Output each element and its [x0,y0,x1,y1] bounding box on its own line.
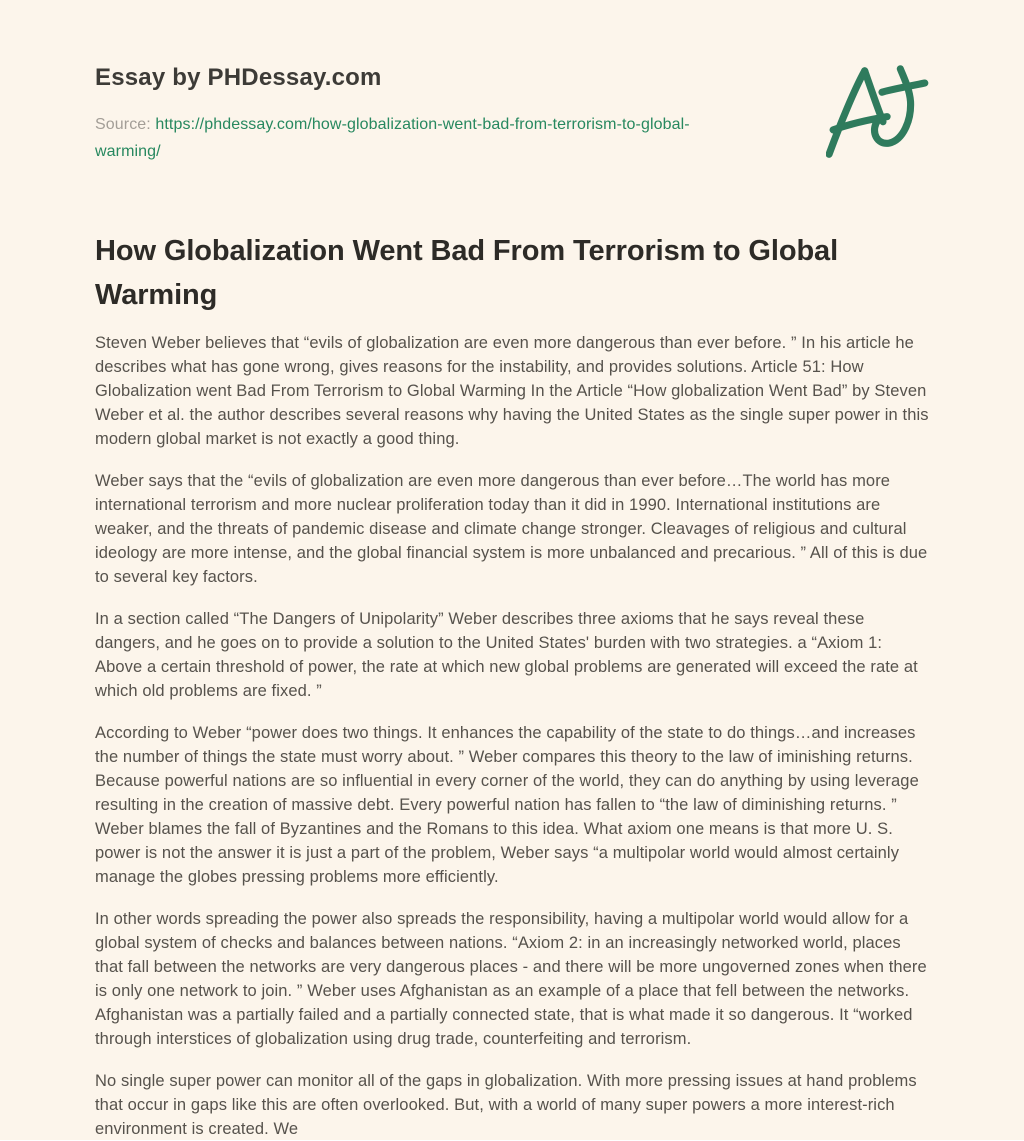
essay-paragraph-3: In a section called “The Dangers of Unipolarity” Weber describes three axioms that he says reveal these dangers, and he goes on to provide a solution to the United States' burden with two strategies. a “Axiom 1: Above a certain threshold of power, the rate at which new global problems are generated will exceed the rate at which old problems are fixed. ” [95,610,918,700]
source-url-link[interactable]: https://phdessay.com/how-globalization-went-bad-from-terrorism-to-global-warming/ [95,116,690,160]
source-block [95,111,750,165]
source-label: Source: [95,116,151,133]
essay-body [95,331,930,1141]
essay-paragraph-1: Steven Weber believes that “evils of globalization are even more dangerous than ever before. ” In his article he describes what has gone wrong, gives reasons for the instability, and provides solutions. Article 51: How Globalization went Bad From Terrorism to Global Warming In the Article “How globalization Went Bad” by Steven Weber et al. the author describes several reasons why having the United States as the single super power in this modern global market is not exactly a good thing. [95,334,929,448]
essay-paragraph-5: In other words spreading the power also spreads the responsibility, having a multipolar world would allow for a global system of checks and balances between nations. “Axiom 2: in an increasingly networked world, places that fall between the networks are very dangerous places - and there will be more ungoverned zones when there is only one network to join. ” Weber uses Afghanistan as an example of a place that fell between the networks. Afghanistan was a partially failed and a partially connected state, that is what made it so dangerous. It “worked through interstices of globalization using drug trade, counterfeiting and terrorism. [95,910,927,1048]
essay-paragraph-6: No single super power can monitor all of the gaps in globalization. With more pressing issues at hand problems that occur in gaps like this are often overlooked. But, with a world of many super powers a more interest-rich environment is created. We [95,1072,917,1138]
site-header-title: Essay by PHDessay.com [95,64,382,91]
essay-paragraph-2: Weber says that the “evils of globalization are even more dangerous than ever before…The world has more international terrorism and more nuclear proliferation today than it did in 1990. International institutions are weaker, and the threats of pandemic disease and climate change stronger. Cleavages of religious and cultural ideology are more intense, and the global financial system is more unbalanced and precarious. ” All of this is due to several key factors. [95,472,928,586]
essay-title: How Globalization Went Bad From Terrorism to Global Warming [95,235,839,311]
phdessay-a-plus-logo-icon [826,60,938,158]
essay-paragraph-4: According to Weber “power does two things. It enhances the capability of the state to do things…and increases the number of things the state must worry about. ” Weber compares this theory to the law of iminishing returns. Because powerful nations are so influential in every corner of the world, they can do anything by using leverage resulting in the creation of massive debt. Every powerful nation has fallen to “the law of diminishing returns. ” Weber blames the fall of Byzantines and the Romans to this idea. What axiom one means is that more U. S. power is not the answer it is just a part of the problem, Weber says “a multipolar world would almost certainly manage the globes pressing problems more efficiently. [95,724,919,886]
